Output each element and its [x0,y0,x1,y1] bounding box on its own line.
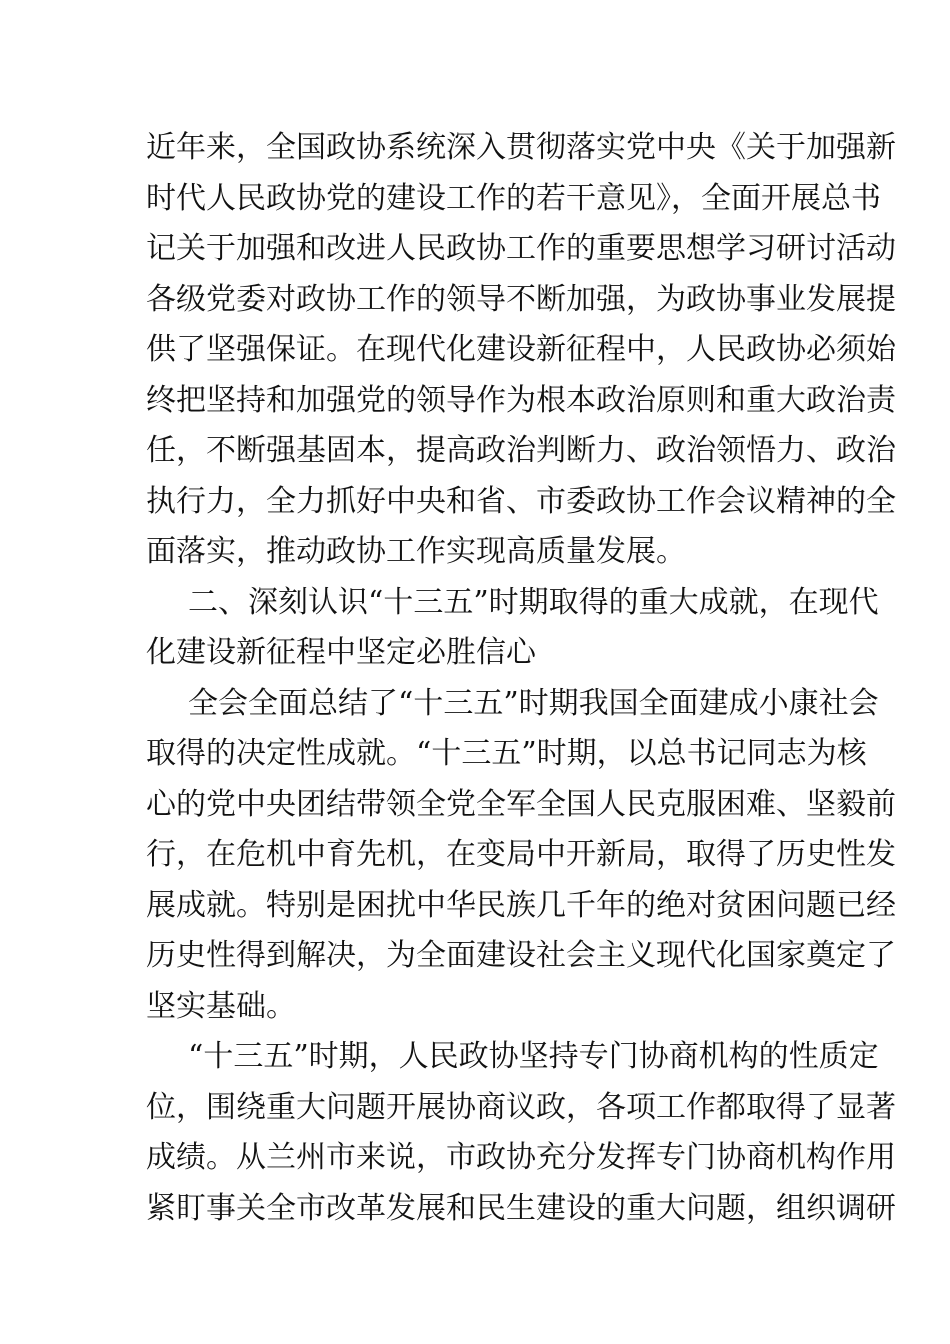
text-line: 面落实，推动政协工作实现高质量发展。 [146,534,686,569]
text-line: 任，不断强基固本，提高政治判断力、政治领悟力、政治 [146,433,896,468]
text-line: 取得的决定性成就。“十三五”时期，以总书记同志为核 [146,736,867,771]
text-line: 全会全面总结了“十三五”时期我国全面建成小康社会 [188,685,879,721]
text-line: “十三五”时期，人民政协坚持专门协商机构的性质定 [188,1039,879,1074]
section-heading-line: 化建设新征程中坚定必胜信心 [146,635,536,670]
text-line: 各级党委对政协工作的领导不断加强，为政协事业发展提 [146,281,896,317]
text-line: 近年来，全国政协系统深入贯彻落实党中央《关于加强新 [146,130,896,165]
text-line: 记关于加强和改进人民政协工作的重要思想学习研讨活动 [146,231,896,266]
text-line: 终把坚持和加强党的领导作为根本政治原则和重大政治责 [146,382,896,418]
text-line: 时代人民政协党的建设工作的若干意见》，全面开展总书 [146,180,881,216]
text-line: 位，围绕重大问题开展协商议政，各项工作都取得了显著 [146,1089,896,1125]
section-heading-line: 二、深刻认识“十三五”时期取得的重大成就，在现代 [188,584,879,620]
text-line: 展成就。特别是困扰中华民族几千年的绝对贫困问题已经 [146,887,896,923]
text-line: 执行力，全力抓好中央和省、市委政协工作会议精神的全 [146,483,896,519]
text-line: 心的党中央团结带领全党全军全国人民克服困难、坚毅前 [146,786,896,822]
text-line: 成绩。从兰州市来说，市政协充分发挥专门协商机构作用 [146,1140,896,1175]
text-line: 行，在危机中育先机，在变局中开新局，取得了历史性发 [146,837,896,872]
text-line: 紧盯事关全市改革发展和民生建设的重大问题，组织调研 [146,1190,896,1226]
text-line: 供了坚强保证。在现代化建设新征程中，人民政协必须始 [146,332,896,367]
text-line: 坚实基础。 [146,988,296,1024]
text-line: 历史性得到解决，为全面建设社会主义现代化国家奠定了 [146,938,896,973]
body-text [146,123,896,1234]
